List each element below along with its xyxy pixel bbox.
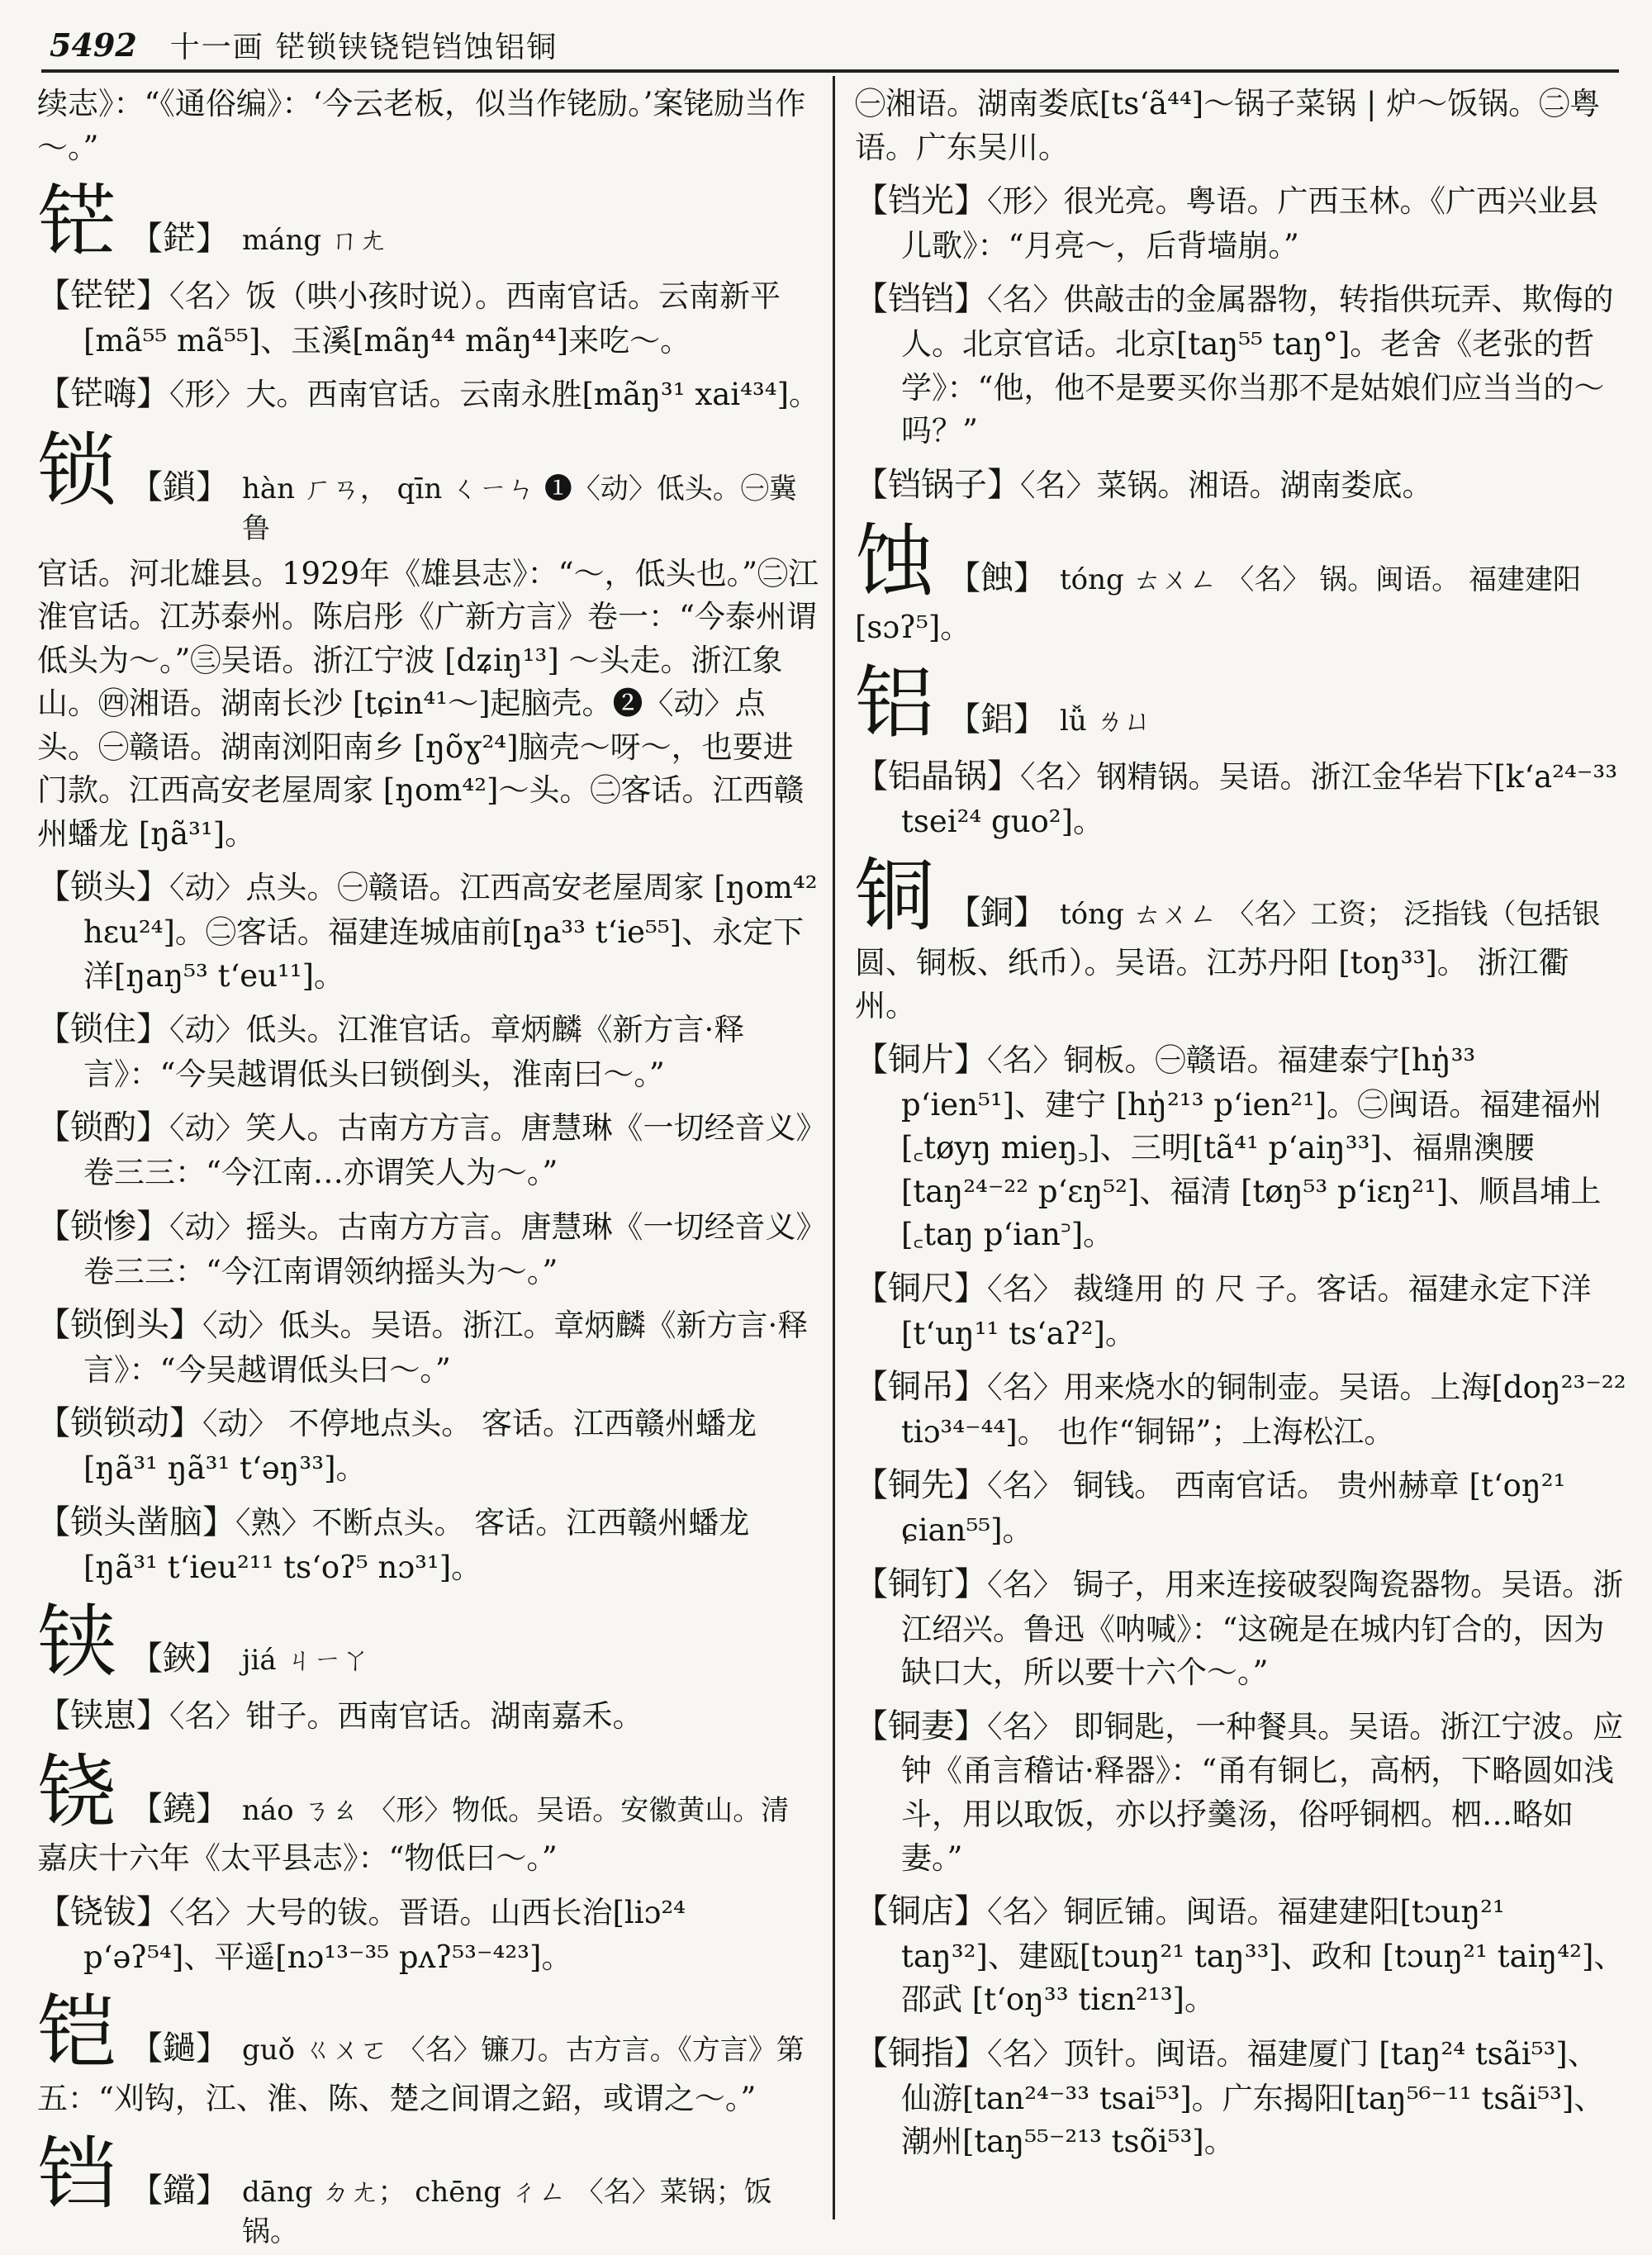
dictionary-entry: [37, 1302, 822, 1392]
dictionary-entry: [37, 1203, 822, 1294]
headword-info: tóng ㄊㄨㄥ 〈名〉 锅。闽语。 福建建阳: [1060, 563, 1582, 596]
header-rule: [41, 69, 1619, 73]
headword-entry: [37, 424, 822, 549]
dictionary-entry: [855, 2030, 1627, 2164]
entry-term: 【锁头凿脑】: [37, 1503, 235, 1541]
dictionary-entry: [37, 1006, 822, 1096]
entry-term: 【铜片】: [855, 1040, 987, 1079]
continuation-text: 嘉庆十六年《太平县志》：“物低曰～。”: [37, 1840, 558, 1877]
entry-definition: 〈动〉笑人。古南方方言。唐慧琳《一切经音义》卷三三：“今江南…亦谓笑人为～。”: [83, 1110, 811, 1191]
entry-term: 【铓铓】: [37, 276, 169, 315]
entry-definition: 〈动〉低头。吴语。浙江。章炳麟《新方言·释言》：“今吴越谓低头曰～。”: [83, 1308, 809, 1388]
dictionary-entry: [37, 1889, 822, 1979]
entry-term: 【铜吊】: [855, 1368, 987, 1407]
entry-term: 【铛铛】: [855, 280, 987, 319]
entry-term: 【铙钹】: [37, 1892, 169, 1931]
headword-char: 铝: [855, 656, 934, 749]
dictionary-entry: [855, 462, 1627, 509]
entry-term: 【铜指】: [855, 2034, 987, 2072]
entry-definition: 〈名〉 即铜匙，一种餐具。吴语。浙江宁波。应钟《甬言稽诂·释器》：“甬有铜匕，高柄，下略圆如浅斗，用以取饭，亦以抒羹汤，俗呼铜柶。柶…略如妻。”: [901, 1708, 1624, 1876]
entry-definition: 〈名〉钳子。西南官话。湖南嘉禾。: [169, 1697, 643, 1734]
headword-info: tóng ㄊㄨㄥ 〈名〉工资； 泛指钱（包括银: [1060, 898, 1601, 932]
entry-definition: 〈名〉 裁缝用 的 尺 子。客话。福建永定下洋[t‘uŋ¹¹ ts‘aʔ²]。: [901, 1270, 1592, 1351]
headword-char: 铗: [37, 1596, 116, 1689]
dictionary-entry: [855, 178, 1627, 268]
dictionary-entry: [37, 1692, 822, 1740]
entry-definition: 〈名〉顶针。闽语。福建厦门 [taŋ²⁴ tsãi⁵³]、仙游[tan²⁴⁻³³ tsai⁵³]。广东揭阳[taŋ⁵⁶⁻¹¹ tsãi⁵³]、潮州[taŋ⁵⁵⁻²¹³ tsõi⁵³]。: [901, 2035, 1605, 2160]
headword-traditional: 【銅】: [947, 894, 1047, 933]
continuation-text: 圆、铜板、纸币）。吴语。江苏丹阳 [toŋ³³]。 浙江衢州。: [855, 944, 1569, 1024]
entry-term: 【锁住】: [37, 1010, 169, 1049]
headword-traditional: 【鐺】: [130, 2171, 229, 2210]
entry-definition: 〈名〉大号的钹。晋语。山西长治[liɔ²⁴ p‘əʔ⁵⁴]、平遥[nɔ¹³⁻³⁵ pʌʔ⁵³⁻⁴²³]。: [83, 1894, 686, 1975]
headword-info: jiá ㄐㄧㄚ: [242, 1644, 370, 1678]
headword-info: máng ㄇㄤ: [242, 224, 387, 258]
headword-entry: [37, 176, 822, 269]
entry-term: 【铜店】: [855, 1892, 987, 1931]
entry-term: 【铜先】: [855, 1466, 987, 1505]
headword-char: 蚀: [855, 515, 934, 608]
page-header-title: 十一画 铓锁铗铙铠铛蚀铝铜: [169, 30, 558, 64]
headword-traditional: 【鐹】: [130, 2029, 229, 2068]
dictionary-entry: [37, 864, 822, 998]
headword-info: guǒ ㄍㄨㄛ 〈名〉镰刀。古方言。《方言》第: [242, 2034, 805, 2067]
entry-definition: 〈名〉供敲击的金属器物，转指供玩弄、欺侮的人。北京官话。北京[taŋ⁵⁵ taŋ°]。老舍《老张的哲学》：“他，他不是要买你当那不是姑娘们应当当的～吗？”: [901, 282, 1614, 449]
headword-info: dāng ㄉㄤ； chēng ㄔㄥ 〈名〉菜锅；饭锅。: [242, 2175, 772, 2248]
dictionary-entry: [855, 276, 1627, 453]
right-column: [855, 83, 1627, 2169]
continuation-text: ㊀湘语。湖南娄底[ts‘ã⁴⁴]～锅子菜锅 | 炉～饭锅。㊁粤语。广东吴川。: [855, 86, 1601, 165]
headword-info: lǚ ㄌㄩ: [1060, 704, 1152, 738]
dictionary-entry: [855, 753, 1627, 843]
dictionary-entry: [37, 371, 822, 418]
headword-entry: [37, 1745, 822, 1839]
entry-term: 【锁锁动】: [37, 1404, 202, 1443]
headword-char: 铜: [855, 850, 934, 943]
continuation-text: 五：“刈钩，江、淮、陈、楚之间谓之鉊，或谓之～。”: [37, 2081, 757, 2117]
entry-term: 【铛锅子】: [855, 465, 1020, 504]
headword-traditional: 【鎖】: [130, 468, 229, 506]
entry-definition: 〈动〉 不停地点头。 客话。江西赣州蟠龙 [ŋã³¹ ŋã³¹ t‘əŋ³³]。: [83, 1406, 757, 1487]
entry-definition: 〈名〉铜板。㊀赣语。福建泰宁[hŋ̍³³ p‘ien⁵¹]、建宁 [hŋ̍²¹³ p‘ien²¹]。㊁闽语。福建福州 [꜀tøyŋ mieŋ꜆]、三明[tã⁴¹ p‘aiŋ³³]、福鼎澳腰 [taŋ²⁴⁻²² p‘ɛŋ⁵²]、福清 [tøŋ⁵³ p‘iɛŋ²¹]、顺昌埔上 [꜀taŋ p‘ian꜄]。: [901, 1042, 1602, 1253]
continuation-text: 官话。河北雄县。1929年《雄县志》：“～，低头也。”㊁江淮官话。江苏泰州。陈启彤《广新方言》卷一：“今泰州谓低头为～。”㊂吴语。浙江宁波 [dʑiŋ¹³] ～头走。浙江象山。㊃湘语。湖南长沙 [tɕin⁴¹～]起脑壳。❷〈动〉点头。㊀赣语。湖南浏阳南乡 [ŋõɣ²⁴]脑壳～呀～，也要进门款。江西高安老屋周家 [ŋom⁴²]～头。㊁客话。江西赣州蟠龙 [ŋã³¹]。: [37, 555, 819, 852]
entry-definition: 〈形〉大。西南官话。云南永胜[mãŋ³¹ xai⁴³⁴]。: [169, 377, 820, 413]
dictionary-entry: [37, 1104, 822, 1194]
column-divider: [833, 76, 835, 2219]
dictionary-entry: [855, 1265, 1627, 1355]
headword-traditional: 【鋩】: [130, 220, 229, 259]
dictionary-entry: [855, 1561, 1627, 1695]
dictionary-entry: [37, 273, 822, 363]
entry-term: 【铗崽】: [37, 1696, 169, 1735]
headword-traditional: 【鋏】: [130, 1640, 229, 1678]
dictionary-entry: [855, 1462, 1627, 1552]
entry-definition: 〈名〉 锔子，用来连接破裂陶瓷器物。吴语。浙江绍兴。鲁迅《呐喊》：“这碗是在城内钉合的，因为缺口大，所以要十六个～。”: [901, 1566, 1624, 1691]
entry-term: 【锁惨】: [37, 1207, 169, 1246]
entry-term: 【铜妻】: [855, 1707, 987, 1745]
page-header: [50, 25, 1619, 64]
headword-traditional: 【鋁】: [947, 700, 1047, 738]
left-column: [37, 83, 822, 2255]
headword-char: 铙: [37, 1745, 116, 1839]
entry-definition: 〈熟〉不断点头。 客话。江西赣州蟠龙 [ŋã³¹ t‘ieu²¹¹ ts‘oʔ⁵ nɔ³¹]。: [83, 1504, 750, 1585]
headword-traditional: 【鐃】: [130, 1789, 229, 1828]
entry-term: 【铛光】: [855, 182, 987, 221]
entry-definition: 〈名〉用来烧水的铜制壶。吴语。上海[doŋ²³⁻²² tiɔ³⁴⁻⁴⁴]。 也作“铜铞”；上海松江。: [901, 1370, 1626, 1450]
continuation-text: 续志》：“《通俗编》：‘今云老板，似当作铑励。’案铑励当作～。”: [37, 86, 806, 165]
entry-term: 【锁酌】: [37, 1109, 169, 1147]
entry-definition: 〈动〉点头。㊀赣语。江西高安老屋周家 [ŋom⁴² hɛu²⁴]。㊁客话。福建连城庙前[ŋa³³ t‘ie⁵⁵]、永定下洋[ŋaŋ⁵³ t‘eu¹¹]。: [83, 870, 818, 994]
entry-term: 【铓嗨】: [37, 375, 169, 414]
entry-term: 【锁倒头】: [37, 1306, 202, 1345]
headword-entry: [37, 2127, 822, 2253]
headword-info: náo ㄋㄠ 〈形〉物低。吴语。安徽黄山。清: [242, 1793, 790, 1827]
dictionary-entry: [855, 1888, 1627, 2022]
headword-char: 铓: [37, 176, 116, 269]
headword-entry: [855, 515, 1627, 608]
entry-definition: 〈动〉摇头。古南方方言。唐慧琳《一切经音义》卷三三：“今江南谓领纳摇头为～。”: [83, 1208, 811, 1289]
dictionary-entry: [37, 1400, 822, 1490]
entry-definition: 〈名〉铜匠铺。闽语。福建建阳[tɔuŋ²¹ taŋ³²]、建瓯[tɔuŋ²¹ taŋ³³]、政和 [tɔuŋ²¹ taiŋ⁴²]、邵武 [t‘oŋ³³ tiɛn²¹³]。: [901, 1894, 1625, 2018]
headword-char: 锁: [37, 424, 116, 517]
headword-entry: [855, 656, 1627, 749]
dictionary-entry: [855, 1703, 1627, 1880]
headword-entry: [37, 1986, 822, 2079]
dictionary-entry: [855, 1037, 1627, 1257]
entry-definition: 〈形〉很光亮。粤语。广西玉林。《广西兴业县儿歌》：“月亮～，后背墙崩。”: [901, 183, 1598, 263]
entry-term: 【铜尺】: [855, 1269, 987, 1308]
entry-definition: 〈名〉菜锅。湘语。湖南娄底。: [1020, 467, 1433, 503]
headword-char: 铛: [37, 2127, 116, 2220]
dictionary-entry: [855, 1364, 1627, 1454]
dictionary-entry: [37, 1499, 822, 1589]
entry-term: 【铜钉】: [855, 1564, 987, 1603]
entry-term: 【锁头】: [37, 868, 169, 907]
headword-entry: [855, 850, 1627, 943]
headword-info: hàn ㄏㄢ， qīn ㄑㄧㄣ ❶〈动〉低头。㊀冀鲁: [242, 472, 797, 546]
headword-entry: [37, 1596, 822, 1689]
entry-definition: 〈动〉低头。江淮官话。章炳麟《新方言·释言》：“今吴越谓低头曰锁倒头，淮南曰～。”: [83, 1012, 745, 1092]
entry-definition: 〈名〉 铜钱。 西南官话。 贵州赫章 [t‘oŋ²¹ ɕian⁵⁵]。: [901, 1468, 1566, 1549]
page-number: 5492: [50, 26, 137, 64]
entry-definition: 〈名〉饭（哄小孩时说）。西南官话。云南新平[mã⁵⁵ mã⁵⁵]、玉溪[mãŋ⁴⁴ mãŋ⁴⁴]来吃～。: [83, 278, 781, 358]
continuation-text: [sɔʔ⁵]。: [855, 610, 971, 646]
headword-traditional: 【蝕】: [947, 558, 1047, 597]
entry-definition: 〈名〉钢精锅。吴语。浙江金华岩下[k‘a²⁴⁻³³ tsei²⁴ guo²]。: [901, 758, 1618, 839]
entry-term: 【铝晶锅】: [855, 757, 1020, 795]
headword-char: 铠: [37, 1986, 116, 2079]
